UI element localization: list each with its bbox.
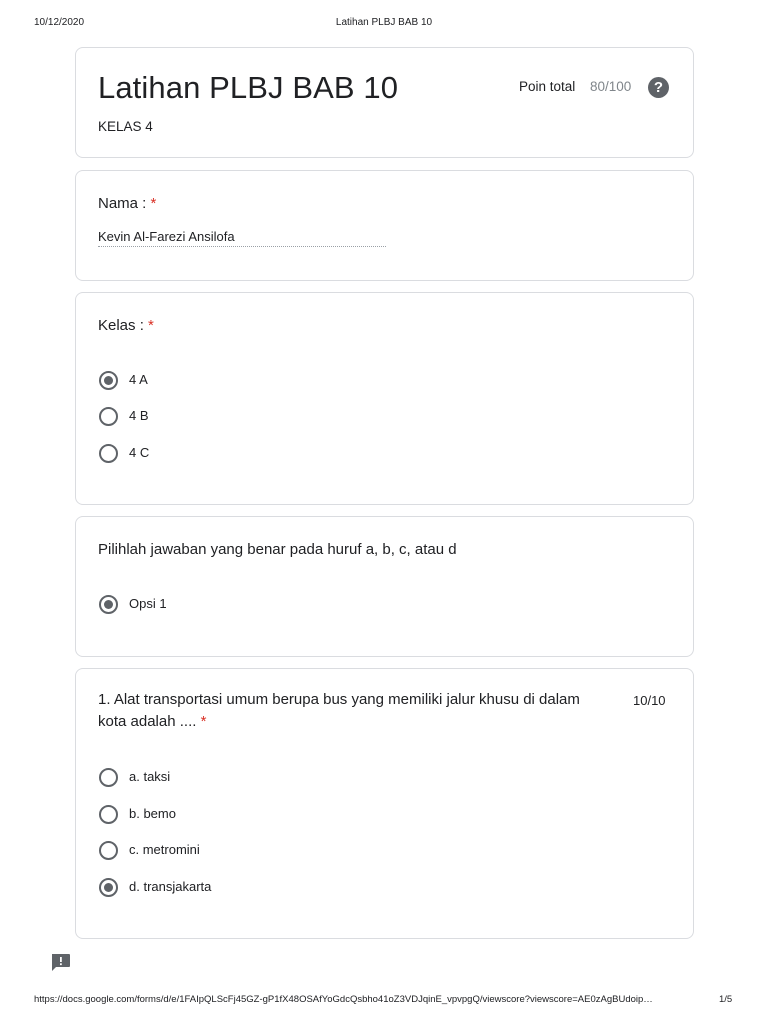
radio-option-4b[interactable] [99,407,499,427]
radio-button-selected[interactable] [99,595,118,614]
feedback-icon[interactable] [50,953,71,972]
radio-option-opsi-1[interactable] [99,595,499,615]
points-label: Poin total [519,79,576,94]
option-label: d. transjakarta [129,879,212,894]
print-header [0,17,768,31]
help-icon[interactable]: ? [648,77,669,98]
option-label: a. taksi [129,769,171,784]
radio-button[interactable] [99,841,118,860]
question-nama-label [98,193,156,215]
question-1-line-1: 1. Alat transportasi umum berupa bus yang memiliki jalur khusu di dalam [98,691,580,708]
question-1-card [75,668,694,939]
print-page-number: 1/5 [719,994,733,1005]
radio-option-a[interactable] [99,768,499,788]
form-header-card [75,47,694,158]
radio-button[interactable] [99,407,118,426]
print-url: https://docs.google.com/forms/d/e/1FAIpQLScFj45GZ-gP1fX48OSAfYoGdcQsbho41oZ3VDJqinE_vpvpgQ/viewscore?viewscore=AE0zAgBUdoip… [34,994,653,1005]
question-kelas-label [98,315,154,337]
print-date: 10/12/2020 [34,17,85,28]
required-mark: * [200,713,207,730]
radio-button[interactable] [99,444,118,463]
question-label-text: Kelas : [98,317,144,334]
question-1-label [98,689,618,733]
radio-button[interactable] [99,768,118,787]
radio-button-selected[interactable] [99,371,118,390]
answer-underline [98,246,386,247]
question-1-score: 10/10 [633,693,666,708]
radio-button-selected[interactable] [99,878,118,897]
required-mark: * [150,195,157,212]
radio-option-c[interactable] [99,841,499,861]
radio-option-4c[interactable] [99,444,499,464]
nama-answer: Kevin Al-Farezi Ansilofa [98,229,235,244]
question-kelas-card [75,292,694,505]
option-label: Opsi 1 [129,596,167,611]
print-footer [0,994,768,1008]
radio-option-4a[interactable] [99,371,499,391]
option-label: 4 B [129,408,149,423]
question-nama-card [75,170,694,281]
points-value: 80/100 [590,79,632,94]
question-1-line-2 [98,711,618,733]
radio-option-d[interactable] [99,878,499,898]
option-label: c. metromini [129,842,200,857]
question-label-text: Nama : [98,195,147,212]
form-description: KELAS 4 [98,119,153,134]
form-title: Latihan PLBJ BAB 10 [98,70,399,105]
option-label: 4 A [129,372,148,387]
required-mark: * [148,317,154,334]
instruction-label: Pilihlah jawaban yang benar pada huruf a, b, c, atau d [98,541,457,558]
radio-option-b[interactable] [99,805,499,825]
question-1-line-2-text: kota adalah .... [98,713,197,730]
radio-button[interactable] [99,805,118,824]
option-label: b. bemo [129,806,176,821]
option-label: 4 C [129,445,150,460]
question-instruction-card [75,516,694,657]
print-title: Latihan PLBJ BAB 10 [335,17,433,28]
